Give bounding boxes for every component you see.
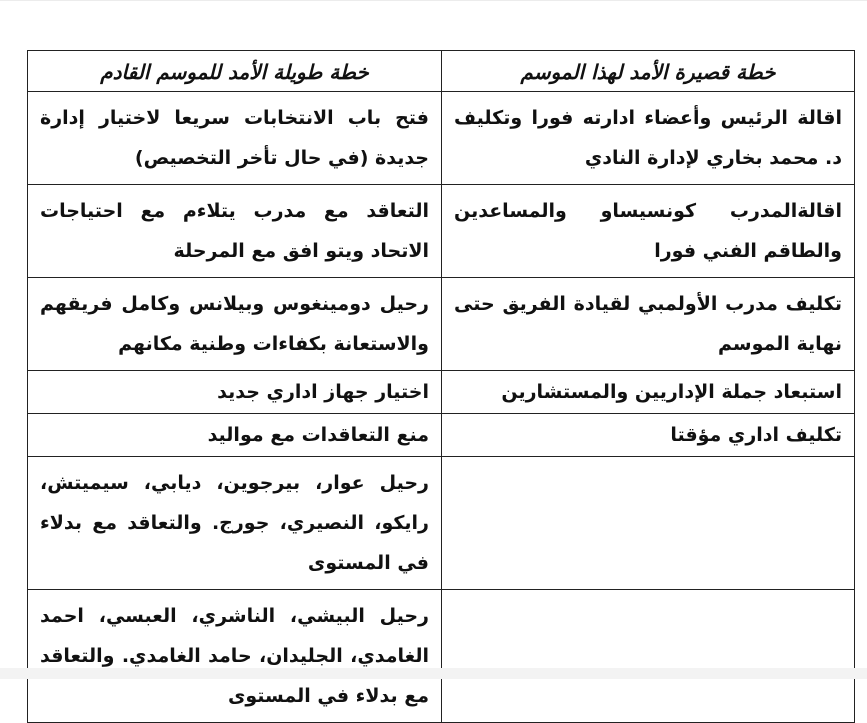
header-long-term: خطة طويلة الأمد للموسم القادم (28, 51, 442, 92)
short-term-cell: تكليف اداري مؤقتا (442, 414, 855, 457)
table-row (28, 371, 855, 414)
header-short-term: خطة قصيرة الأمد لهذا الموسم (442, 51, 855, 92)
top-divider (0, 0, 867, 1)
short-term-cell: اقالةالمدرب كونسيساو والمساعدين والطاقم الفني فورا (442, 185, 855, 278)
table-header-row (28, 51, 855, 92)
table-row (28, 590, 855, 723)
long-term-cell: رحيل البيشي، الناشري، العبسي، احمد الغامدي، الجليدان، حامد الغامدي. والتعاقد مع بدلاء في المستوى (28, 590, 442, 723)
long-term-cell: رحيل دومينغوس وبيلانس وكامل فريقهم والاستعانة بكفاءات وطنية مكانهم (28, 278, 442, 371)
table-row (28, 92, 855, 185)
table-row (28, 414, 855, 457)
plan-table (27, 50, 855, 723)
bottom-band (0, 668, 867, 679)
short-term-cell: استبعاد جملة الإداريين والمستشارين (442, 371, 855, 414)
long-term-cell: منع التعاقدات مع مواليد (28, 414, 442, 457)
long-term-cell: التعاقد مع مدرب يتلاءم مع احتياجات الاتحاد ويتو افق مع المرحلة (28, 185, 442, 278)
short-term-cell (442, 92, 855, 185)
table-row (28, 457, 855, 590)
short-term-cell (442, 590, 855, 723)
long-term-cell: اختيار جهاز اداري جديد (28, 371, 442, 414)
table-row (28, 278, 855, 371)
short-term-cell: تكليف مدرب الأولمبي لقيادة الفريق حتى نهاية الموسم (442, 278, 855, 371)
table-row (28, 185, 855, 278)
long-term-cell: رحيل عوار، بيرجوين، ديابي، سيميتش، رايكو، النصيري، جورج. والتعاقد مع بدلاء في المستوى (28, 457, 442, 590)
long-term-cell: فتح باب الانتخابات سريعا لاختيار إدارة جديدة (في حال تأخر التخصيص) (28, 92, 442, 185)
short-term-cell (442, 457, 855, 590)
short-term-text: اقالة الرئيس وأعضاء ادارته فورا وتكليف د. محمد بخاري لإدارة النادي (454, 107, 842, 169)
